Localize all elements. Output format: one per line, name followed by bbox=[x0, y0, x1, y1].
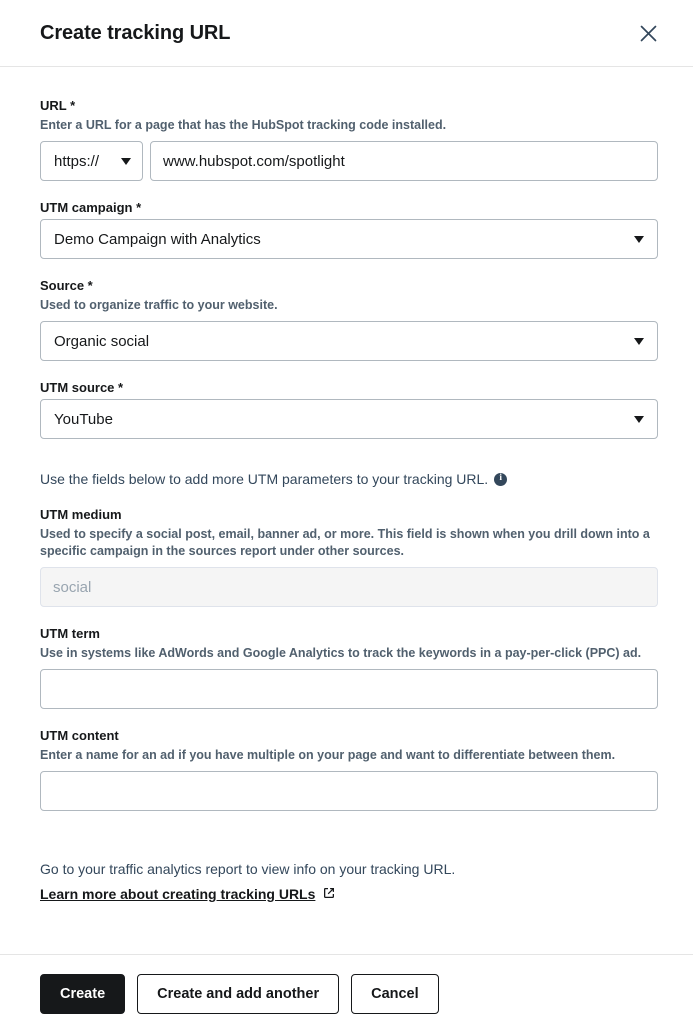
create-button[interactable]: Create bbox=[40, 974, 125, 1014]
chevron-down-icon bbox=[634, 236, 644, 243]
source-value: Organic social bbox=[54, 332, 150, 350]
close-icon bbox=[640, 25, 657, 42]
utm-term-help-text: Use in systems like AdWords and Google Analytics to track the keywords in a pay-per-click (PPC) ad. bbox=[40, 646, 642, 660]
url-input-row bbox=[40, 141, 658, 181]
field-utm-medium bbox=[40, 506, 658, 607]
page-title: Create tracking URL bbox=[40, 21, 231, 44]
utm-medium-input[interactable] bbox=[40, 567, 658, 607]
utm-medium-help-text: Used to specify a social post, email, banner ad, or more. This field is shown when you drill down into a specific campaign in the sources report under other sources. bbox=[40, 527, 650, 558]
protocol-select[interactable] bbox=[40, 141, 143, 181]
source-select[interactable] bbox=[40, 321, 658, 361]
utm-content-label: UTM content bbox=[40, 728, 119, 743]
utm-source-value: YouTube bbox=[54, 410, 113, 428]
protocol-value: https:// bbox=[54, 152, 100, 170]
cancel-button[interactable]: Cancel bbox=[351, 974, 439, 1014]
chevron-down-icon bbox=[634, 338, 644, 345]
utm-source-select[interactable] bbox=[40, 399, 658, 439]
field-url bbox=[40, 97, 658, 181]
utm-term-label: UTM term bbox=[40, 626, 100, 641]
field-utm-term bbox=[40, 625, 658, 709]
external-link-icon bbox=[323, 886, 335, 902]
source-help-text: Used to organize traffic to your website. bbox=[40, 298, 278, 312]
modal-footer bbox=[0, 954, 693, 1036]
utm-term-input[interactable] bbox=[40, 669, 658, 709]
utm-medium-label: UTM medium bbox=[40, 507, 122, 522]
field-utm-source bbox=[40, 379, 658, 439]
utm-campaign-value: Demo Campaign with Analytics bbox=[54, 230, 261, 248]
modal-body bbox=[0, 67, 693, 954]
utm-campaign-select[interactable] bbox=[40, 219, 658, 259]
chevron-down-icon bbox=[121, 158, 131, 165]
source-label: Source * bbox=[40, 278, 93, 293]
learn-more-label: Learn more about creating tracking URLs bbox=[40, 886, 316, 902]
utm-intro-text: Use the fields below to add more UTM parameters to your tracking URL. bbox=[40, 471, 489, 487]
field-utm-campaign bbox=[40, 199, 658, 259]
utm-content-help-text: Enter a name for an ad if you have multiple on your page and want to differentiate between them. bbox=[40, 748, 616, 762]
footnote-text: Go to your traffic analytics report to view info on your tracking URL. bbox=[40, 861, 456, 877]
close-button[interactable] bbox=[631, 16, 665, 50]
field-utm-content bbox=[40, 727, 658, 811]
create-and-add-another-button[interactable]: Create and add another bbox=[137, 974, 339, 1014]
field-source bbox=[40, 277, 658, 361]
utm-source-label: UTM source * bbox=[40, 380, 124, 395]
modal-header bbox=[0, 0, 693, 67]
utm-campaign-label: UTM campaign * bbox=[40, 200, 142, 215]
url-label: URL * bbox=[40, 98, 76, 113]
learn-more-link[interactable] bbox=[40, 886, 335, 902]
footnote-block bbox=[40, 860, 658, 904]
spacer bbox=[40, 829, 658, 860]
url-help-text: Enter a URL for a page that has the HubSpot tracking code installed. bbox=[40, 118, 447, 132]
utm-parameters-intro bbox=[40, 470, 658, 488]
info-icon[interactable]: i bbox=[494, 473, 507, 486]
chevron-down-icon bbox=[634, 416, 644, 423]
utm-content-input[interactable] bbox=[40, 771, 658, 811]
url-input[interactable] bbox=[150, 141, 658, 181]
